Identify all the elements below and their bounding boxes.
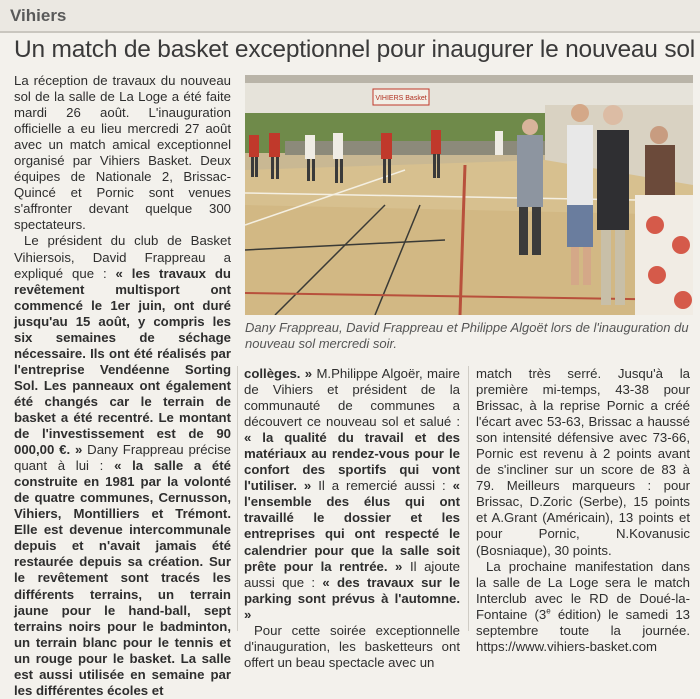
quote-text: collèges. » bbox=[244, 366, 313, 381]
column-divider bbox=[468, 366, 469, 631]
header-bar bbox=[0, 0, 700, 32]
photo-caption: Dany Frappreau, David Frappreau et Philippe Algoët lors de l'inauguration du nouveau sol mercredi soir. bbox=[245, 320, 689, 351]
section-rubric: Vihiers bbox=[10, 6, 67, 25]
paragraph-text: La prochaine manifestation dans la salle de La Loge sera le match Interclub avec le RD de Doué-la-Fontaine (3 bbox=[476, 558, 690, 622]
quote-text: « la salle a été construite en 1981 par la volonté de quatre communes, Cernusson, Vihiers, Montilliers et Trémont. Elle est devenue intercommunale depuis et n'avait jamais été restaurée depuis sa création. Sur le revêtement sont tracés les différents terrains, un terrain jaune pour le hand-ball, sept terrains noirs pour le badminton, un terrain blanc pour le tennis et un rouge pour le basket. La salle est aussi utilisée en semaine par les différentes écoles et bbox=[14, 458, 231, 698]
banner-label: VIHIERS Basket bbox=[375, 95, 427, 102]
article-column-3 bbox=[476, 366, 690, 655]
paragraph-text: M.Philippe Algoër, maire de Vihiers et président de la communauté de communes a découvert ce nouveau sol et salué : bbox=[244, 366, 460, 430]
basketball-court-photo bbox=[245, 75, 693, 315]
article-paragraph bbox=[244, 366, 460, 623]
paragraph-text: édition) le samedi 13 septembre toute la journée. https://www.vihiers-basket.com bbox=[476, 606, 690, 654]
quote-text: « les travaux du revêtement multisport ont commencé le 1er juin, ont duré jusqu'au 15 août, y compris les six semaines de séchage nécessaire. Ils ont été réalisés par l'entreprise Vendéenne Sorting Sol. Les panneaux ont également été changés car le terrain de basket a été recentré. Le montant de l'investissement est de 90 000,00 €. » bbox=[14, 265, 231, 458]
quote-text: « des travaux sur le parking sont prévus à l'automne. » bbox=[244, 574, 460, 622]
article-photo bbox=[245, 75, 693, 315]
header-divider bbox=[0, 31, 700, 33]
superscript: e bbox=[546, 606, 551, 616]
paragraph-text: Le président du club de Basket Vihiersois, David Frappreau a expliqué que : bbox=[14, 233, 231, 281]
column-divider bbox=[237, 366, 238, 631]
article-paragraph bbox=[476, 559, 690, 655]
quote-text: « l'ensemble des élus qui ont travaillé le dossier et les entreprises qui ont respecté le calendrier pour que la salle soit prête pour la rentrée. » bbox=[244, 478, 460, 574]
article-column-1 bbox=[14, 73, 231, 699]
paragraph-text: Il ajoute aussi que : bbox=[244, 558, 460, 590]
paragraph-text: Il a remercié aussi : bbox=[311, 478, 453, 494]
paragraph-text: Dany Frappreau précise quant à lui : bbox=[14, 442, 231, 474]
article-column-2 bbox=[244, 366, 460, 671]
article-paragraph bbox=[14, 233, 231, 698]
article-paragraph: Pour cette soirée exceptionnelle d'inauguration, les basketteurs ont offert un beau spectacle avec un bbox=[244, 622, 460, 670]
article-paragraph: match très serré. Jusqu'à la première mi-temps, 43-38 pour Brissac, à la reprise Pornic a créé l'écart avec 53-63, Brissac a haussé son intensité défensive avec 73-66, Pornic est revenu à 2 points avant de s'incliner sur un score de 83 à 79. Meilleurs marqueurs : pour Brissac, D.Zoric (Serbe), 15 points et A.Grant (Américain), 13 points et pour Pornic, N.Kovanusic (Bosniaque), 30 points. bbox=[476, 366, 690, 558]
quote-text: « la qualité du travail et des matériaux au rendez-vous pour le confort des sportifs qui vont l'utiliser. » bbox=[244, 430, 460, 494]
article-paragraph: La réception de travaux du nouveau sol de la salle de La Loge a été faite mardi 26 août. L'inauguration officielle a eu lieu mercredi 27 août avec un match amical exceptionnel organisé par Vihiers Basket. Deux équipes de Nationale 2, Brissac-Quincé et Pornic sont venues s'affronter devant quelque 300 spectateurs. bbox=[14, 73, 231, 233]
article-headline: Un match de basket exceptionnel pour inaugurer le nouveau sol bbox=[14, 36, 696, 63]
